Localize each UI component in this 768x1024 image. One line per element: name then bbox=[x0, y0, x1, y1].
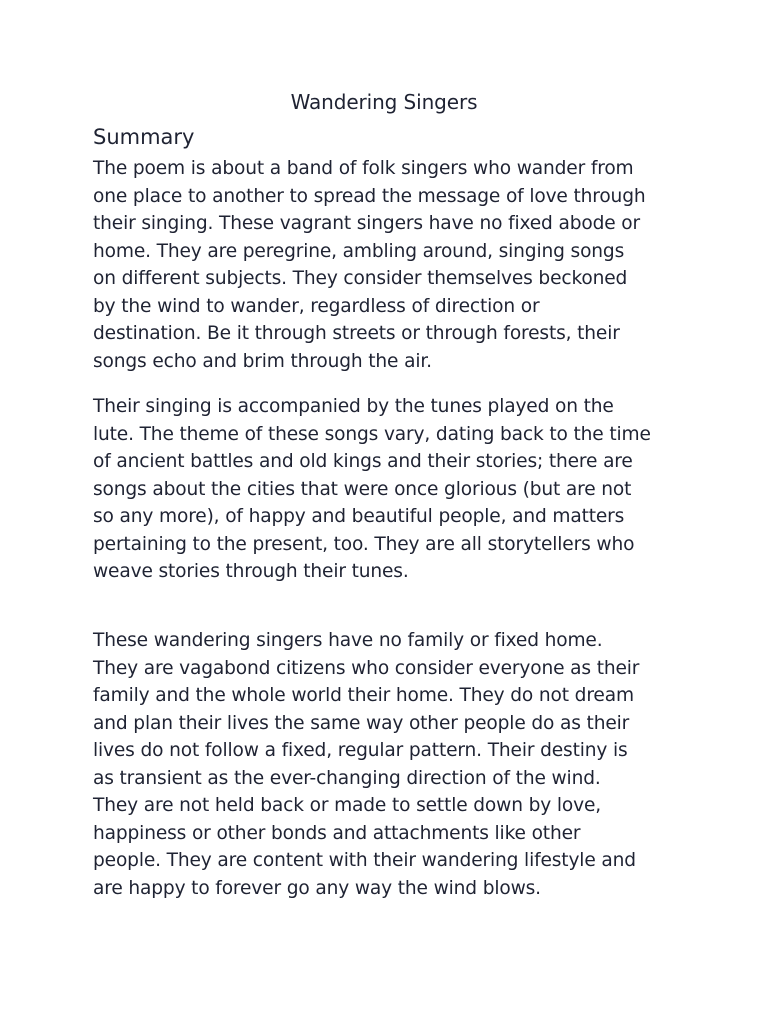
paragraph-line: These wandering singers have no family or fixed home. bbox=[93, 630, 603, 651]
paragraph-line: They are not held back or made to settle down by love, bbox=[93, 795, 602, 816]
paragraph-line: on different subjects. They consider themselves beckoned bbox=[93, 268, 628, 289]
section-heading-summary: Summary bbox=[93, 125, 195, 149]
document-title: Wandering Singers bbox=[290, 90, 478, 114]
paragraph-line: pertaining to the present, too. They are all storytellers who bbox=[93, 533, 635, 555]
paragraph-line: are happy to forever go any way the wind blows. bbox=[93, 877, 541, 899]
paragraph-line: songs about the cities that were once glorious (but are not bbox=[93, 478, 632, 500]
paragraph-line: destination. Be it through streets or through forests, their bbox=[93, 323, 620, 344]
paragraph-line: their singing. These vagrant singers have no fixed abode or bbox=[93, 213, 641, 234]
paragraph-line: by the wind to wander, regardless of direction or bbox=[93, 295, 540, 317]
paragraph-line: lute. The theme of these songs vary, dating back to the time bbox=[93, 423, 651, 445]
paragraph-line: family and the whole world their home. They do not dream bbox=[93, 685, 634, 706]
paragraph-3 bbox=[93, 627, 693, 902]
paragraph-line: The poem is about a band of folk singers who wander from bbox=[93, 158, 634, 179]
paragraph-line: one place to another to spread the message of love through bbox=[93, 185, 646, 207]
paragraph-1 bbox=[93, 155, 693, 375]
paragraph-line: and plan their lives the same way other people do as their bbox=[93, 712, 630, 734]
paragraph-line: home. They are peregrine, ambling around, singing songs bbox=[93, 240, 625, 262]
paragraph-line: of ancient battles and old kings and their stories; there are bbox=[93, 451, 633, 472]
paragraph-line: They are vagabond citizens who consider everyone as their bbox=[93, 657, 640, 679]
paragraph-line: lives do not follow a fixed, regular pattern. Their destiny is bbox=[93, 740, 628, 761]
paragraph-2 bbox=[93, 393, 693, 586]
paragraph-line: weave stories through their tunes. bbox=[93, 561, 409, 582]
paragraph-line: happiness or other bonds and attachments like other bbox=[93, 822, 581, 844]
paragraph-line: so any more), of happy and beautiful people, and matters bbox=[93, 506, 625, 527]
paragraph-line: as transient as the ever-changing direction of the wind. bbox=[93, 767, 601, 789]
paragraph-line: people. They are content with their wandering lifestyle and bbox=[93, 850, 636, 871]
paragraph-line: Their singing is accompanied by the tunes played on the bbox=[93, 396, 614, 417]
paragraph-line: songs echo and brim through the air. bbox=[93, 350, 432, 372]
